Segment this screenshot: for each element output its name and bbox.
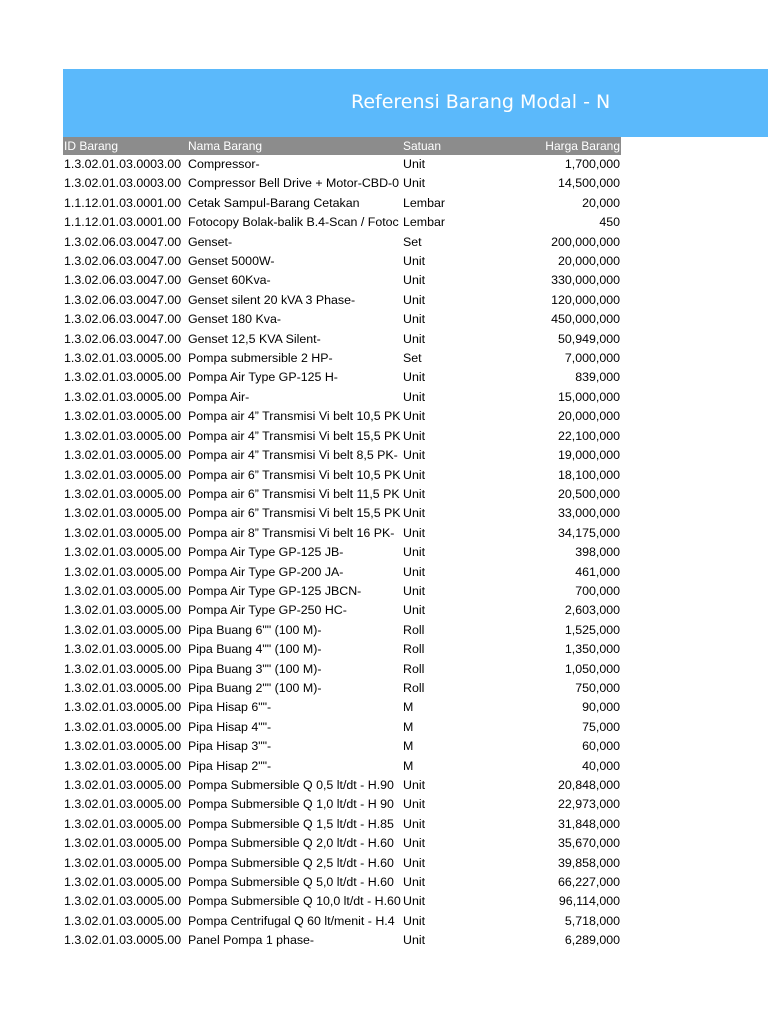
cell-nama-barang: Compressor Bell Drive + Motor-CBD-0	[188, 176, 400, 191]
cell-id-barang: 1.3.02.01.03.0005.00	[64, 525, 182, 540]
cell-harga-barang: 1,350,000	[564, 642, 620, 657]
cell-nama-barang: Pipa Buang 2"" (100 M)-	[188, 680, 322, 695]
table-row	[63, 834, 621, 853]
cell-nama-barang: Pipa Buang 6"" (100 M)-	[188, 622, 322, 637]
cell-id-barang: 1.3.02.06.03.0047.00	[64, 234, 182, 249]
table-row	[63, 737, 621, 756]
cell-harga-barang: 750,000	[575, 680, 620, 695]
table-row	[63, 388, 621, 407]
cell-nama-barang: Pompa air 8” Transmisi Vi belt 16 PK-	[188, 525, 395, 540]
cell-id-barang: 1.3.02.01.03.0005.00	[64, 351, 182, 366]
cell-nama-barang: Pompa Submersible Q 2,5 lt/dt - H.60	[188, 855, 394, 870]
cell-nama-barang: Pompa air 6” Transmisi Vi belt 11,5 PK	[188, 486, 400, 501]
table-row	[63, 310, 621, 329]
cell-nama-barang: Genset 5000W-	[188, 254, 275, 269]
cell-satuan: Unit	[403, 603, 426, 618]
cell-satuan: Unit	[403, 312, 426, 327]
cell-id-barang: 1.3.02.01.03.0005.00	[64, 409, 182, 424]
table-row	[63, 854, 621, 873]
cell-nama-barang: Pompa air 4” Transmisi Vi belt 8,5 PK-	[188, 448, 398, 463]
table-row	[63, 174, 621, 193]
cell-nama-barang: Pompa Centrifugal Q 60 lt/menit - H.4	[188, 913, 395, 928]
cell-nama-barang: Compressor-	[188, 157, 260, 171]
cell-satuan: Unit	[403, 506, 426, 521]
cell-satuan: Unit	[403, 448, 426, 463]
cell-id-barang: 1.3.02.01.03.0005.00	[64, 545, 182, 560]
reference-table	[63, 137, 621, 951]
cell-id-barang: 1.3.02.01.03.0005.00	[64, 622, 182, 637]
cell-harga-barang: 20,000	[582, 195, 620, 210]
cell-id-barang: 1.3.02.01.03.0003.00	[64, 157, 182, 171]
cell-harga-barang: 20,000,000	[557, 254, 620, 269]
cell-harga-barang: 18,100,000	[557, 467, 620, 482]
cell-id-barang: 1.3.02.06.03.0047.00	[64, 254, 182, 269]
cell-harga-barang: 1,525,000	[564, 622, 620, 637]
cell-satuan: Unit	[403, 875, 426, 890]
cell-harga-barang: 31,848,000	[557, 816, 620, 831]
table-row	[63, 349, 621, 368]
cell-nama-barang: Cetak Sampul-Barang Cetakan	[188, 195, 360, 210]
cell-satuan: M	[403, 700, 414, 715]
cell-harga-barang: 75,000	[582, 719, 620, 734]
cell-nama-barang: Genset silent 20 kVA 3 Phase-	[188, 292, 356, 307]
cell-harga-barang: 7,000,000	[564, 351, 620, 366]
cell-satuan: Unit	[403, 157, 426, 171]
cell-satuan: Roll	[403, 680, 425, 695]
cell-nama-barang: Genset 60Kva-	[188, 273, 271, 288]
cell-satuan: Unit	[403, 525, 426, 540]
cell-harga-barang: 96,114,000	[558, 894, 620, 909]
cell-harga-barang: 60,000	[582, 739, 620, 754]
cell-id-barang: 1.3.02.01.03.0005.00	[64, 797, 182, 812]
cell-satuan: Unit	[403, 273, 426, 288]
cell-id-barang: 1.3.02.01.03.0005.00	[64, 642, 182, 657]
table-row	[63, 252, 621, 271]
title-banner	[63, 69, 768, 137]
cell-satuan: Lembar	[403, 195, 446, 210]
cell-nama-barang: Pompa air 6” Transmisi Vi belt 15,5 PK	[188, 506, 401, 521]
table-row	[63, 679, 621, 698]
cell-id-barang: 1.3.02.01.03.0005.00	[64, 719, 182, 734]
header-id-barang: ID Barang	[64, 139, 119, 153]
cell-nama-barang: Genset 12,5 KVA Silent-	[188, 331, 321, 346]
cell-id-barang: 1.3.02.01.03.0005.00	[64, 389, 182, 404]
cell-satuan: Unit	[403, 836, 426, 851]
cell-id-barang: 1.3.02.01.03.0005.00	[64, 506, 182, 521]
cell-satuan: Unit	[403, 409, 426, 424]
cell-nama-barang: Pompa air 4” Transmisi Vi belt 10,5 PK	[188, 409, 401, 424]
table-row	[63, 815, 621, 834]
cell-id-barang: 1.3.02.06.03.0047.00	[64, 273, 182, 288]
cell-harga-barang: 461,000	[575, 564, 620, 579]
cell-id-barang: 1.3.02.01.03.0005.00	[64, 448, 182, 463]
cell-id-barang: 1.3.02.01.03.0005.00	[64, 933, 182, 948]
cell-nama-barang: Genset 180 Kva-	[188, 312, 281, 327]
cell-harga-barang: 50,949,000	[557, 331, 620, 346]
cell-nama-barang: Pompa Air Type GP-125 JBCN-	[188, 583, 362, 598]
table-row	[63, 504, 621, 523]
cell-satuan: Unit	[403, 545, 426, 560]
table-row	[63, 892, 621, 911]
cell-nama-barang: Pipa Buang 3"" (100 M)-	[188, 661, 322, 676]
table-row	[63, 563, 621, 582]
table-row	[63, 524, 621, 543]
cell-satuan: Unit	[403, 913, 426, 928]
cell-satuan: Unit	[403, 254, 426, 269]
table-row	[63, 621, 621, 640]
cell-satuan: M	[403, 719, 414, 734]
table-row	[63, 912, 621, 931]
cell-id-barang: 1.3.02.01.03.0005.00	[64, 428, 182, 443]
header-harga-barang: Harga Barang	[545, 139, 620, 153]
cell-harga-barang: 39,858,000	[557, 855, 620, 870]
cell-satuan: Lembar	[403, 215, 446, 230]
cell-harga-barang: 2,603,000	[564, 603, 620, 618]
table-row	[63, 776, 621, 795]
cell-harga-barang: 90,000	[582, 700, 620, 715]
cell-harga-barang: 40,000	[582, 758, 620, 773]
table-row	[63, 698, 621, 717]
cell-satuan: Unit	[403, 486, 426, 501]
cell-harga-barang: 33,000,000	[557, 506, 620, 521]
table-row	[63, 485, 621, 504]
cell-harga-barang: 450,000,000	[551, 312, 620, 327]
cell-id-barang: 1.3.02.01.03.0005.00	[64, 836, 182, 851]
cell-satuan: Unit	[403, 894, 426, 909]
cell-id-barang: 1.3.02.01.03.0005.00	[64, 913, 182, 928]
table-row	[63, 271, 621, 290]
header-nama-barang: Nama Barang	[188, 139, 263, 153]
table-row	[63, 582, 621, 601]
cell-satuan: Unit	[403, 816, 426, 831]
table-row	[63, 931, 621, 950]
cell-harga-barang: 20,848,000	[557, 778, 620, 792]
cell-nama-barang: Pipa Hisap 6""-	[188, 700, 272, 715]
cell-nama-barang: Pompa Submersible Q 1,0 lt/dt - H 90	[188, 797, 394, 812]
cell-harga-barang: 5,718,000	[564, 913, 620, 928]
table-row	[63, 233, 621, 252]
cell-satuan: Unit	[403, 797, 426, 812]
cell-id-barang: 1.1.12.01.03.0001.00	[64, 215, 182, 230]
cell-satuan: Unit	[403, 176, 426, 191]
cell-nama-barang: Pompa Submersible Q 2,0 lt/dt - H.60	[188, 836, 394, 851]
cell-id-barang: 1.3.02.06.03.0047.00	[64, 331, 182, 346]
cell-harga-barang: 700,000	[575, 583, 620, 598]
cell-harga-barang: 200,000,000	[551, 234, 620, 249]
cell-nama-barang: Pompa submersible 2 HP-	[188, 351, 333, 366]
cell-satuan: M	[403, 739, 414, 754]
cell-nama-barang: Pompa Air Type GP-125 JB-	[188, 545, 344, 560]
table-row	[63, 407, 621, 426]
cell-id-barang: 1.3.02.01.03.0005.00	[64, 778, 182, 792]
cell-satuan: Roll	[403, 661, 425, 676]
cell-id-barang: 1.3.02.01.03.0005.00	[64, 875, 182, 890]
cell-satuan: Unit	[403, 855, 426, 870]
table-row	[63, 873, 621, 892]
cell-id-barang: 1.1.12.01.03.0001.00	[64, 195, 182, 210]
cell-nama-barang: Pompa Submersible Q 5,0 lt/dt - H.60	[188, 875, 394, 890]
cell-satuan: Unit	[403, 467, 426, 482]
table-row	[63, 601, 621, 620]
cell-satuan: Unit	[403, 370, 426, 385]
cell-id-barang: 1.3.02.06.03.0047.00	[64, 312, 182, 327]
header-satuan: Satuan	[403, 139, 442, 153]
cell-id-barang: 1.3.02.01.03.0005.00	[64, 564, 182, 579]
cell-satuan: Unit	[403, 778, 426, 792]
cell-harga-barang: 1,700,000	[564, 157, 620, 171]
cell-satuan: Roll	[403, 622, 425, 637]
cell-harga-barang: 14,500,000	[557, 176, 620, 191]
table-row	[63, 757, 621, 776]
table-body	[63, 155, 621, 951]
cell-nama-barang: Pompa Submersible Q 1,5 lt/dt - H.85	[188, 816, 394, 831]
cell-harga-barang: 398,000	[575, 545, 620, 560]
cell-harga-barang: 19,000,000	[557, 448, 620, 463]
cell-id-barang: 1.3.02.01.03.0005.00	[64, 603, 182, 618]
cell-id-barang: 1.3.02.01.03.0005.00	[64, 370, 182, 385]
cell-nama-barang: Pompa Air-	[188, 389, 250, 404]
cell-id-barang: 1.3.02.01.03.0005.00	[64, 486, 182, 501]
page-title: Referensi Barang Modal - N	[351, 91, 611, 113]
cell-nama-barang: Pompa Air Type GP-250 HC-	[188, 603, 347, 618]
cell-id-barang: 1.3.02.01.03.0005.00	[64, 680, 182, 695]
cell-nama-barang: Genset-	[188, 234, 233, 249]
cell-satuan: Unit	[403, 428, 426, 443]
cell-satuan: Unit	[403, 331, 426, 346]
cell-nama-barang: Pipa Hisap 2""-	[188, 758, 272, 773]
cell-id-barang: 1.3.02.01.03.0005.00	[64, 758, 182, 773]
table-row	[63, 427, 621, 446]
cell-harga-barang: 66,227,000	[557, 875, 620, 890]
cell-satuan: Unit	[403, 292, 426, 307]
cell-harga-barang: 6,289,000	[564, 933, 620, 948]
cell-nama-barang: Pipa Buang 4"" (100 M)-	[188, 642, 322, 657]
table-row	[63, 543, 621, 562]
cell-harga-barang: 15,000,000	[557, 389, 620, 404]
table-row	[63, 291, 621, 310]
table-row	[63, 368, 621, 387]
cell-satuan: Set	[403, 351, 422, 366]
cell-id-barang: 1.3.02.01.03.0005.00	[64, 855, 182, 870]
cell-satuan: Unit	[403, 933, 426, 948]
table-row	[63, 640, 621, 659]
cell-id-barang: 1.3.02.01.03.0005.00	[64, 816, 182, 831]
cell-harga-barang: 839,000	[575, 370, 620, 385]
cell-harga-barang: 1,050,000	[564, 661, 620, 676]
cell-satuan: Roll	[403, 642, 425, 657]
table-row	[63, 446, 621, 465]
cell-nama-barang: Pompa air 6” Transmisi Vi belt 10,5 PK	[188, 467, 401, 482]
cell-satuan: Set	[403, 234, 422, 249]
table-row	[63, 660, 621, 679]
table-row	[63, 213, 621, 232]
cell-nama-barang: Pompa Air Type GP-125 H-	[188, 370, 338, 385]
cell-nama-barang: Pompa air 4” Transmisi Vi belt 15,5 PK	[188, 428, 401, 443]
cell-nama-barang: Pompa Air Type GP-200 JA-	[188, 564, 344, 579]
cell-harga-barang: 330,000,000	[551, 273, 620, 288]
table-row	[63, 718, 621, 737]
cell-harga-barang: 22,100,000	[557, 428, 620, 443]
cell-harga-barang: 450	[599, 215, 620, 230]
cell-harga-barang: 35,670,000	[557, 836, 620, 851]
table-row	[63, 194, 621, 213]
cell-satuan: Unit	[403, 389, 426, 404]
cell-satuan: Unit	[403, 564, 426, 579]
table-row	[63, 155, 621, 174]
cell-id-barang: 1.3.02.01.03.0005.00	[64, 700, 182, 715]
cell-id-barang: 1.3.02.01.03.0005.00	[64, 739, 182, 754]
table-header-row	[63, 137, 621, 155]
cell-harga-barang: 34,175,000	[557, 525, 620, 540]
cell-harga-barang: 20,000,000	[557, 409, 620, 424]
cell-nama-barang: Fotocopy Bolak-balik B.4-Scan / Fotoc	[188, 215, 399, 230]
cell-nama-barang: Pompa Submersible Q 0,5 lt/dt - H.90	[188, 778, 394, 792]
cell-satuan: M	[403, 758, 414, 773]
cell-id-barang: 1.3.02.06.03.0047.00	[64, 292, 182, 307]
table-row	[63, 330, 621, 349]
cell-id-barang: 1.3.02.01.03.0005.00	[64, 467, 182, 482]
cell-harga-barang: 20,500,000	[557, 486, 620, 501]
cell-nama-barang: Pipa Hisap 3""-	[188, 739, 272, 754]
cell-satuan: Unit	[403, 583, 426, 598]
table-row	[63, 795, 621, 814]
table-row	[63, 466, 621, 485]
cell-harga-barang: 22,973,000	[557, 797, 620, 812]
cell-nama-barang: Pipa Hisap 4""-	[188, 719, 272, 734]
cell-id-barang: 1.3.02.01.03.0003.00	[64, 176, 182, 191]
cell-nama-barang: Panel Pompa 1 phase-	[188, 933, 315, 948]
cell-nama-barang: Pompa Submersible Q 10,0 lt/dt - H.60	[188, 894, 401, 909]
cell-id-barang: 1.3.02.01.03.0005.00	[64, 894, 182, 909]
cell-harga-barang: 120,000,000	[551, 292, 620, 307]
cell-id-barang: 1.3.02.01.03.0005.00	[64, 583, 182, 598]
cell-id-barang: 1.3.02.01.03.0005.00	[64, 661, 182, 676]
